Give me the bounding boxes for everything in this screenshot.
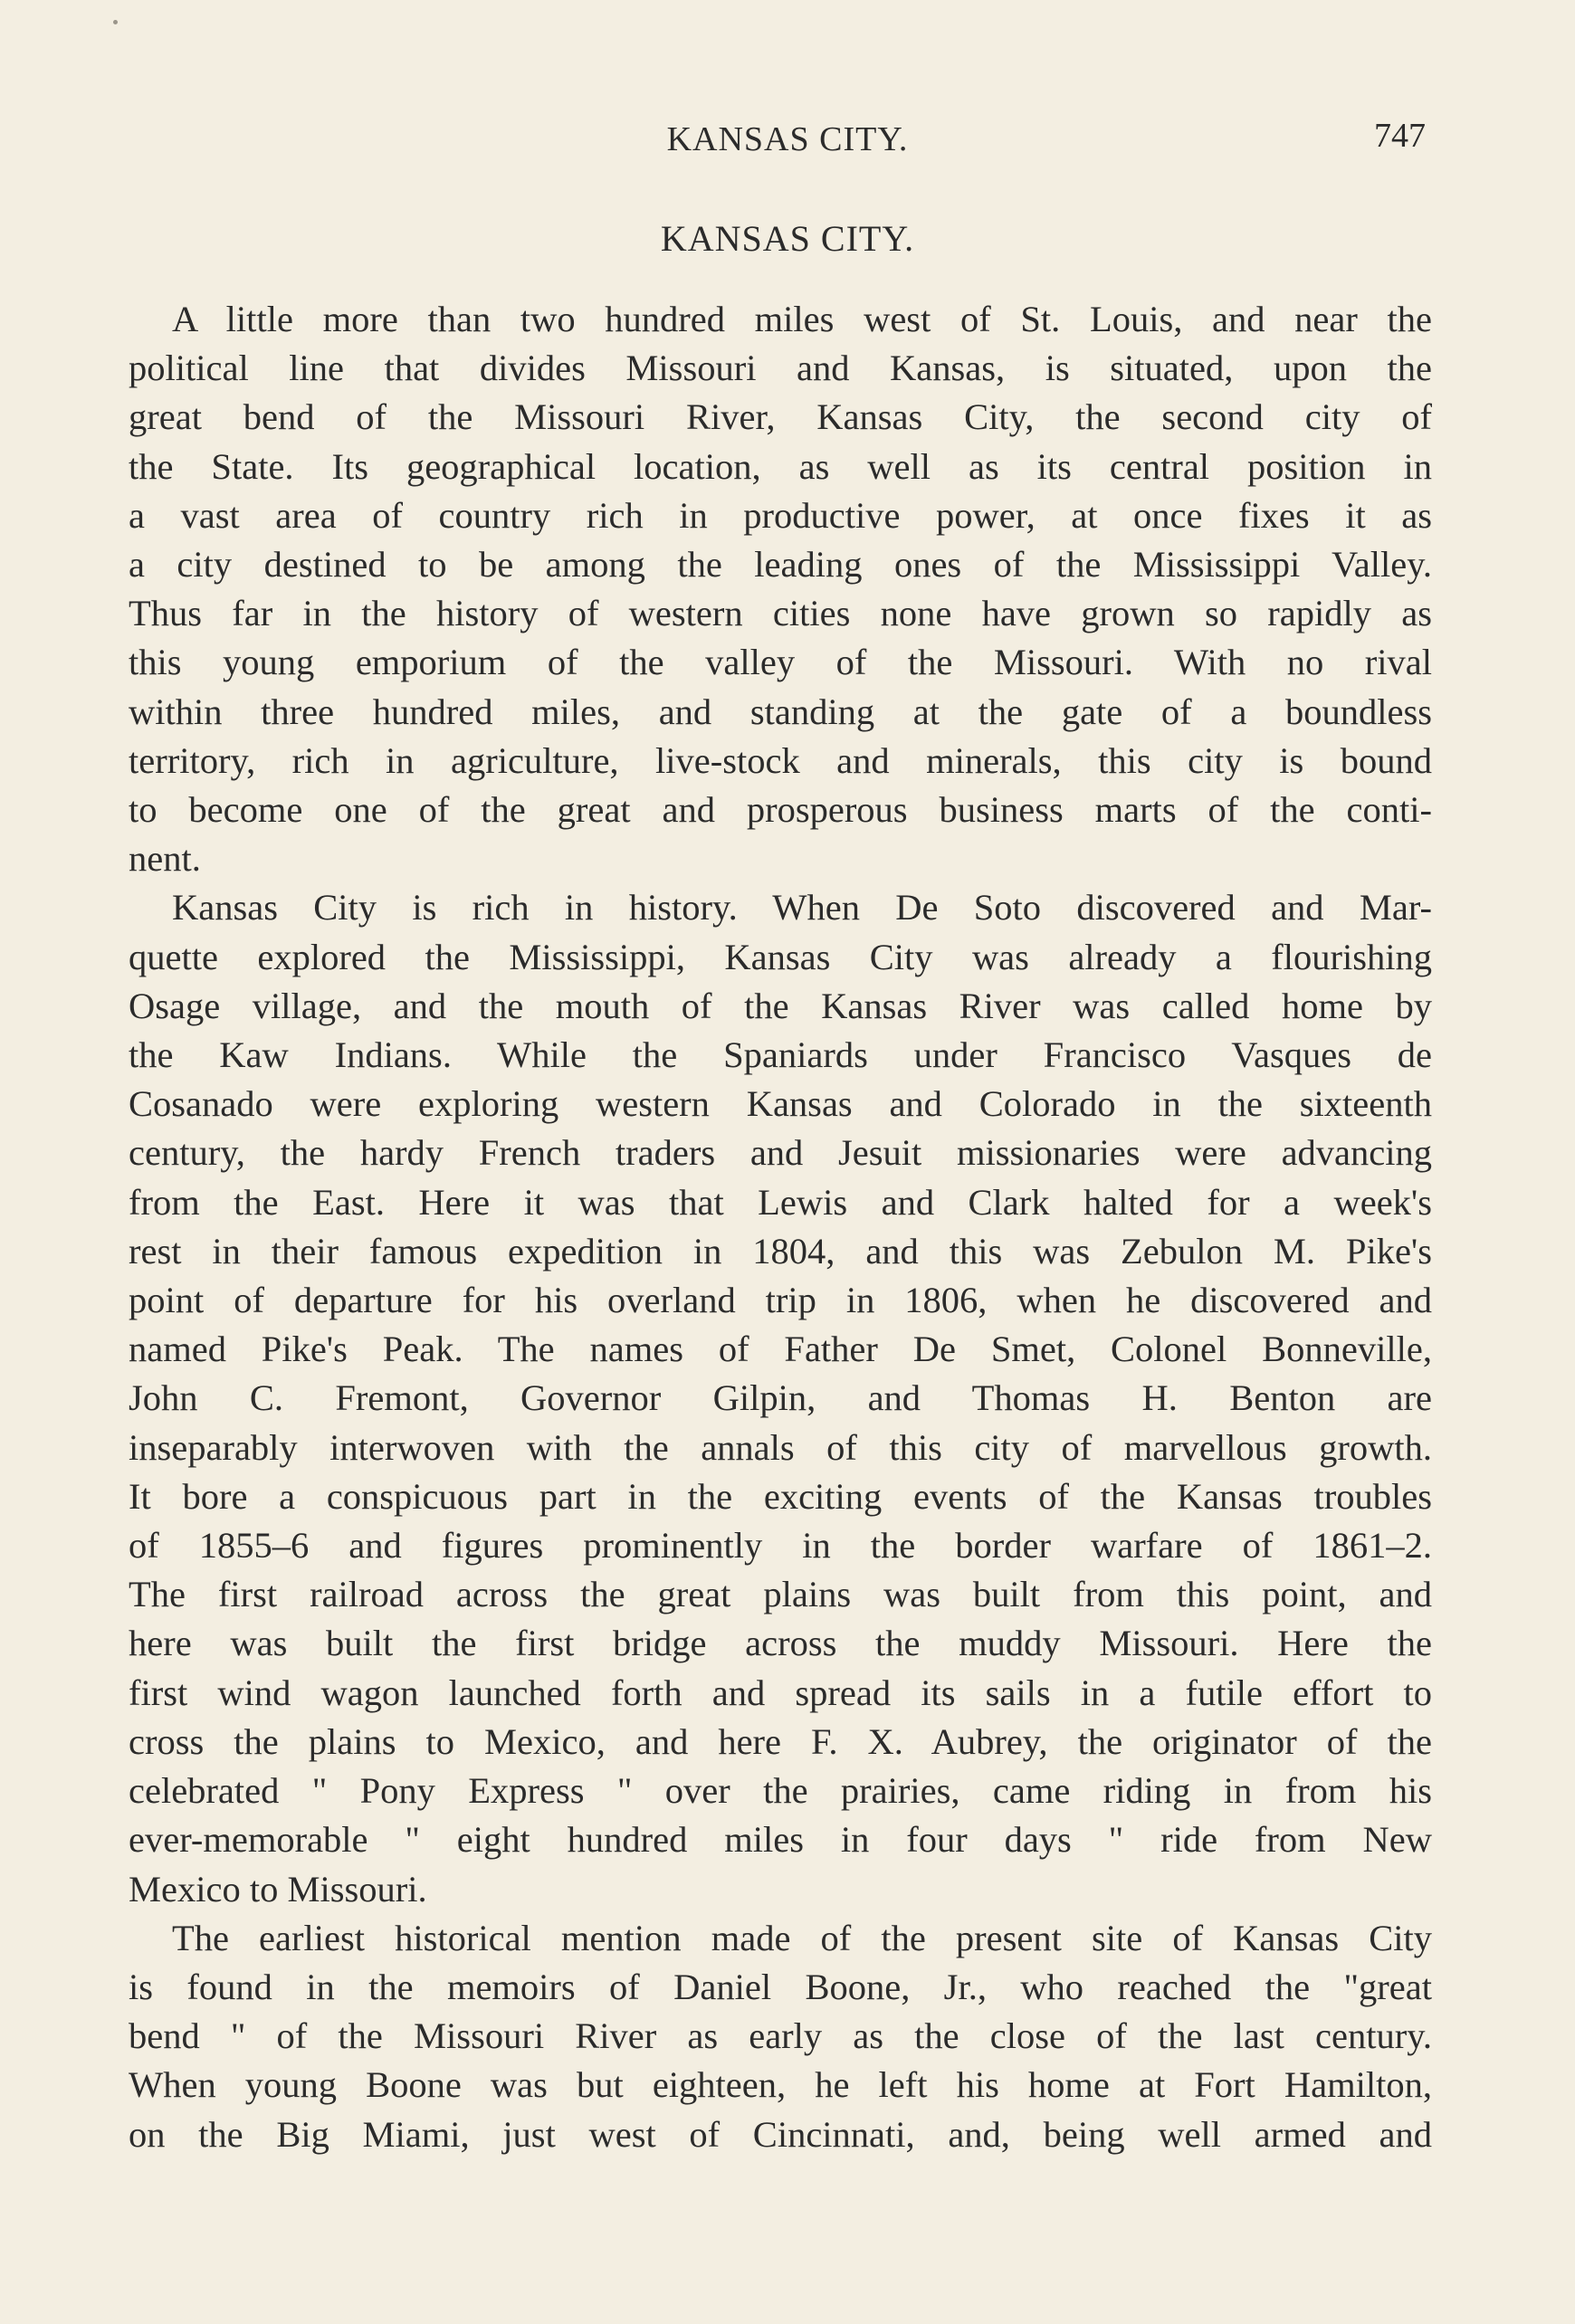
text-line: to become one of the great and prosperous business marts of the conti- xyxy=(129,789,1432,831)
text-line: Kansas City is rich in history. When De Soto discovered and Mar- xyxy=(172,887,1432,929)
text-line: It bore a conspicuous part in the exciting events of the Kansas troubles xyxy=(129,1475,1432,1517)
text-line: bend " of the Missouri River as early as the close of the last century. xyxy=(129,2015,1432,2057)
running-title: KANSAS CITY. xyxy=(666,120,909,158)
text-line: named Pike's Peak. The names of Father De Smet, Colonel Bonneville, xyxy=(129,1329,1432,1370)
text-line: celebrated " Pony Express " over the prairies, came riding in from his xyxy=(129,1770,1432,1812)
text-line: on the Big Miami, just west of Cincinnati, and, being well armed and xyxy=(129,2113,1432,2155)
print-speck xyxy=(113,20,118,24)
text-line: The first railroad across the great plains was built from this point, and xyxy=(129,1574,1432,1615)
text-line: first wind wagon launched forth and spread its sails in a futile effort to xyxy=(129,1672,1432,1713)
text-line: nent. xyxy=(129,838,201,880)
running-head xyxy=(0,116,1575,161)
text-line: great bend of the Missouri River, Kansas City, the second city of xyxy=(129,396,1432,438)
text-line: Cosanado were exploring western Kansas and Colorado in the sixteenth xyxy=(129,1083,1432,1125)
text-line: the State. Its geographical location, as well as its central position in xyxy=(129,445,1432,487)
text-line: within three hundred miles, and standing at the gate of a boundless xyxy=(129,691,1432,732)
text-line: A little more than two hundred miles west of St. Louis, and near the xyxy=(172,299,1432,339)
body-text xyxy=(129,295,1432,2159)
text-line: ever-memorable " eight hundred miles in four days " ride from New xyxy=(129,1819,1432,1861)
text-line: century, the hardy French traders and Jesuit missionaries were advancing xyxy=(129,1132,1432,1174)
paragraph-1 xyxy=(129,295,1432,883)
text-line: Mexico to Missouri. xyxy=(129,1868,427,1910)
text-line: rest in their famous expedition in 1804, and this was Zebulon M. Pike's xyxy=(129,1230,1432,1272)
text-line: this young emporium of the valley of the Missouri. With no rival xyxy=(129,642,1432,683)
text-line: point of departure for his overland trip in 1806, when he discovered and xyxy=(129,1280,1432,1321)
page-number: 747 xyxy=(1374,117,1426,155)
text-line: quette explored the Mississippi, Kansas City was already a flourishing xyxy=(129,936,1432,977)
text-line: Osage village, and the mouth of the Kansas River was called home by xyxy=(129,985,1432,1026)
text-line: the Kaw Indians. While the Spaniards under Francisco Vasques de xyxy=(129,1034,1432,1076)
chapter-title: KANSAS CITY. xyxy=(660,218,915,259)
text-line: inseparably interwoven with the annals of this city of marvellous growth. xyxy=(129,1426,1432,1468)
text-line: a vast area of country rich in productive power, at once fixes it as xyxy=(129,494,1432,536)
paragraph-2 xyxy=(129,883,1432,1913)
text-line: a city destined to be among the leading ones of the Mississippi Valley. xyxy=(129,544,1432,586)
text-line: from the East. Here it was that Lewis and Clark halted for a week's xyxy=(129,1181,1432,1223)
text-line: The earliest historical mention made of the present site of Kansas City xyxy=(172,1917,1432,1958)
text-line: When young Boone was but eighteen, he left his home at Fort Hamilton, xyxy=(129,2064,1432,2106)
text-line: territory, rich in agriculture, live-stock and minerals, this city is bound xyxy=(129,739,1432,781)
text-line: Thus far in the history of western cities none have grown so rapidly as xyxy=(129,593,1432,634)
paragraph-3 xyxy=(129,1914,1432,2159)
text-line: of 1855–6 and figures prominently in the border warfare of 1861–2. xyxy=(129,1525,1432,1567)
text-line: John C. Fremont, Governor Gilpin, and Thomas H. Benton are xyxy=(129,1377,1432,1419)
text-line: is found in the memoirs of Daniel Boone, Jr., who reached the "great xyxy=(129,1966,1432,2007)
text-line: political line that divides Missouri and Kansas, is situated, upon the xyxy=(129,348,1432,389)
text-line: here was built the first bridge across the muddy Missouri. Here the xyxy=(129,1623,1432,1664)
text-line: cross the plains to Mexico, and here F. X. Aubrey, the originator of the xyxy=(129,1720,1432,1762)
